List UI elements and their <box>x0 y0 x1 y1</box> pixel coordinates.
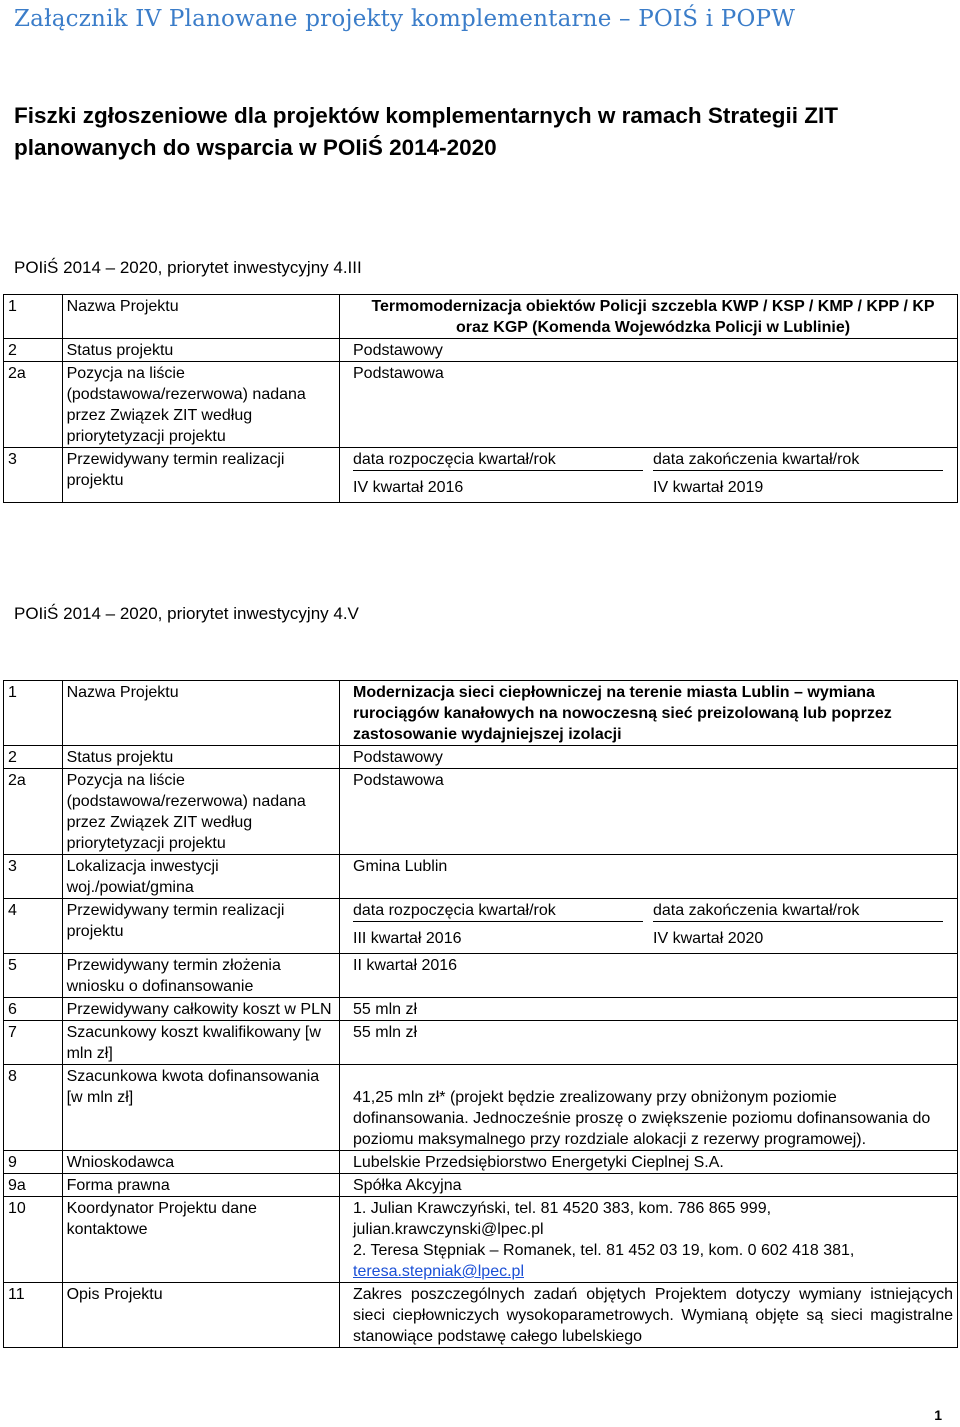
row-number: 10 <box>4 1197 63 1283</box>
row-number: 5 <box>4 954 63 998</box>
row-number: 8 <box>4 1065 63 1151</box>
legal-form: Spółka Akcyjna <box>340 1174 958 1197</box>
row-number: 11 <box>4 1283 63 1348</box>
project-name: Termomodernizacja obiektów Policji szczebla KWP / KSP / KMP / KPP / KP oraz KGP (Komenda Wojewódzka Policji w Lublinie) <box>340 295 958 339</box>
realization-dates <box>340 448 958 503</box>
end-date-label: data zakończenia kwartał/rok <box>653 449 943 471</box>
end-date: IV kwartał 2019 <box>653 479 764 496</box>
list-position: Podstawowa <box>340 362 958 448</box>
funding-amount: 41,25 mln zł* (projekt będzie zrealizowany przy obniżonym poziomie dofinansowania. Jednocześnie proszę o zwiększenie poziomu dofinansowania do poziomu maksymalnego przy rozdziale alokacji z rezerwy programowej). <box>340 1065 958 1151</box>
row-label: Przewidywany całkowity koszt w PLN <box>62 998 339 1021</box>
row-number: 9a <box>4 1174 63 1197</box>
table-row <box>4 1174 958 1197</box>
table-row <box>4 769 958 855</box>
realization-dates <box>340 899 958 954</box>
table-row <box>4 1151 958 1174</box>
table-row <box>4 362 958 448</box>
table-row <box>4 1197 958 1283</box>
row-label: Forma prawna <box>62 1174 339 1197</box>
row-number: 7 <box>4 1021 63 1065</box>
contact-1: 1. Julian Krawczyński, tel. 81 4520 383, kom. 786 865 999, <box>353 1200 772 1217</box>
row-label: Nazwa Projektu <box>62 681 339 746</box>
row-label: Przewidywany termin realizacji projektu <box>62 448 339 503</box>
table-row <box>4 746 958 769</box>
document-title: Fiszki zgłoszeniowe dla projektów komplementarnych w ramach Strategii ZIT planowanych do wsparcia w POIiŚ 2014-2020 <box>14 103 838 160</box>
row-number: 2a <box>4 769 63 855</box>
start-date-label: data rozpoczęcia kwartał/rok <box>353 900 643 922</box>
row-label: Przewidywany termin realizacji projektu <box>62 899 339 954</box>
end-date: IV kwartał 2020 <box>653 930 764 947</box>
row-number: 2a <box>4 362 63 448</box>
row-number: 1 <box>4 295 63 339</box>
row-label: Pozycja na liście (podstawowa/rezerwowa) nadana przez Związek ZIT według priorytetyzacji projektu <box>62 769 339 855</box>
project-description: Zakres poszczególnych zadań objętych Projektem dotyczy wymiany istniejących sieci ciepłowniczych wysokoparametrowych. Wymianą objęte są sieci magistralne stanowiące podstawę całego lubelskiego <box>340 1283 958 1348</box>
table-row <box>4 1283 958 1348</box>
row-label: Przewidywany termin złożenia wniosku o dofinansowanie <box>62 954 339 998</box>
table-row <box>4 855 958 899</box>
row-label: Szacunkowy koszt kwalifikowany [w mln zł] <box>62 1021 339 1065</box>
row-label: Status projektu <box>62 339 339 362</box>
row-label: Opis Projektu <box>62 1283 339 1348</box>
section-heading-4-iii: POIiŚ 2014 – 2020, priorytet inwestycyjny 4.III <box>14 258 362 277</box>
row-label: Lokalizacja inwestycji woj./powiat/gmina <box>62 855 339 899</box>
row-number: 3 <box>4 855 63 899</box>
project-table-4-v <box>3 680 958 1348</box>
investment-location: Gmina Lublin <box>340 855 958 899</box>
table-row <box>4 1065 958 1151</box>
row-label: Pozycja na liście (podstawowa/rezerwowa) nadana przez Związek ZIT według priorytetyzacji projektu <box>62 362 339 448</box>
row-label: Koordynator Projektu dane kontaktowe <box>62 1197 339 1283</box>
table-row <box>4 899 958 954</box>
row-label: Nazwa Projektu <box>62 295 339 339</box>
coordinator-contacts <box>340 1197 958 1283</box>
row-number: 2 <box>4 339 63 362</box>
table-row <box>4 681 958 746</box>
application-date: II kwartał 2016 <box>340 954 958 998</box>
start-date: IV kwartał 2016 <box>353 479 464 496</box>
project-table-4-iii <box>3 294 958 503</box>
contact-2: 2. Teresa Stępniak – Romanek, tel. 81 452 03 19, kom. 0 602 418 381, <box>353 1242 855 1259</box>
project-name: Modernizacja sieci ciepłowniczej na terenie miasta Lublin – wymiana rurociągów kanałowych na nowoczesną sieć preizolowaną lub poprzez zastosowanie wydajniejszej izolacji <box>340 681 958 746</box>
row-number: 2 <box>4 746 63 769</box>
row-number: 3 <box>4 448 63 503</box>
table-row <box>4 295 958 339</box>
document-header: Załącznik IV Planowane projekty komplementarne – POIŚ i POPW <box>14 6 796 32</box>
table-row <box>4 954 958 998</box>
list-position: Podstawowa <box>340 769 958 855</box>
applicant: Lubelskie Przedsiębiorstwo Energetyki Cieplnej S.A. <box>340 1151 958 1174</box>
row-number: 4 <box>4 899 63 954</box>
table-row <box>4 1021 958 1065</box>
row-label: Wnioskodawca <box>62 1151 339 1174</box>
row-number: 6 <box>4 998 63 1021</box>
table-row <box>4 448 958 503</box>
start-date: III kwartał 2016 <box>353 930 462 947</box>
table-row <box>4 339 958 362</box>
email-1: julian.krawczynski@lpec.pl <box>353 1221 544 1238</box>
row-label: Szacunkowa kwota dofinansowania [w mln zł] <box>62 1065 339 1151</box>
section-heading-4-v: POIiŚ 2014 – 2020, priorytet inwestycyjny 4.V <box>14 604 359 623</box>
eligible-cost: 55 mln zł <box>340 1021 958 1065</box>
total-cost: 55 mln zł <box>340 998 958 1021</box>
start-date-label: data rozpoczęcia kwartał/rok <box>353 449 643 471</box>
project-status: Podstawowy <box>340 746 958 769</box>
page-number: 1 <box>934 1407 942 1423</box>
row-label: Status projektu <box>62 746 339 769</box>
end-date-label: data zakończenia kwartał/rok <box>653 900 943 922</box>
row-number: 1 <box>4 681 63 746</box>
row-number: 9 <box>4 1151 63 1174</box>
email-2-link[interactable]: teresa.stepniak@lpec.pl <box>353 1263 524 1280</box>
project-status: Podstawowy <box>340 339 958 362</box>
table-row <box>4 998 958 1021</box>
